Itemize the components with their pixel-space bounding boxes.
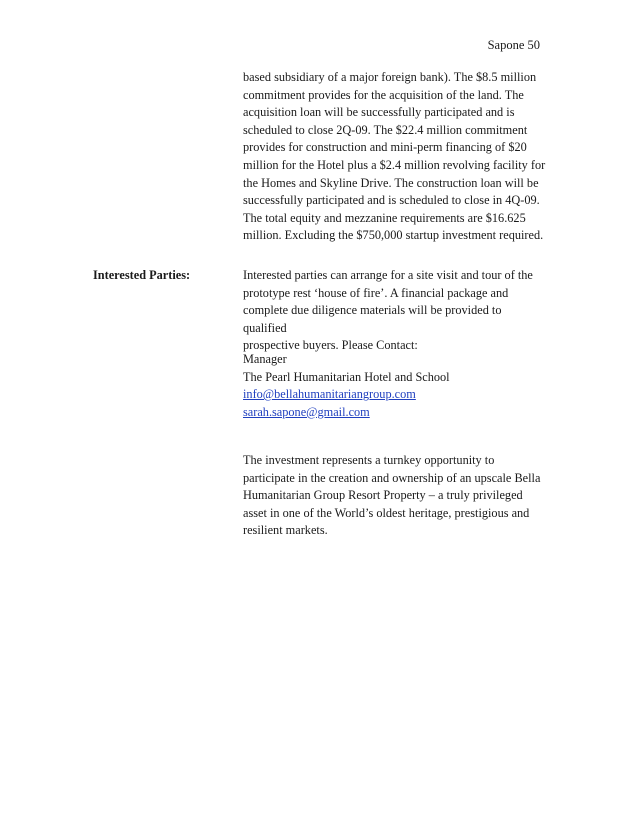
contact-title: Manager	[243, 352, 287, 366]
contact-organization: The Pearl Humanitarian Hotel and School	[243, 369, 450, 384]
text-line: acquisition loan will be successfully participated and is	[243, 105, 515, 120]
text-line: million for the Hotel plus a $2.4 million revolving facility for	[243, 157, 546, 172]
text-line: Interested parties can arrange for a site visit and tour of the	[243, 268, 533, 282]
closing-paragraph	[243, 452, 548, 540]
text-line: Humanitarian Group Resort Property – a truly privileged	[243, 488, 523, 503]
text-line: complete due diligence materials will be provided to qualified	[243, 303, 502, 335]
text-line: prospective buyers. Please Contact:	[243, 338, 418, 353]
text-line: The total equity and mezzanine requirements are $16.625	[243, 210, 526, 225]
interested-parties-label: Interested Parties:	[93, 268, 191, 282]
interested-parties-paragraph	[243, 267, 548, 355]
page-header: Sapone 50	[487, 38, 540, 52]
text-line: participate in the creation and ownership of an upscale Bella	[243, 470, 541, 485]
text-line: provides for construction and mini-perm financing of $20	[243, 140, 527, 155]
text-line: scheduled to close 2Q-09. The $22.4 million commitment	[243, 122, 528, 137]
text-line: The investment represents a turnkey opportunity to	[243, 453, 495, 467]
text-line: million. Excluding the $750,000 startup investment required.	[243, 228, 544, 243]
text-line: prototype rest ‘house of fire’. A financial package and	[243, 285, 509, 300]
text-line: asset in one of the World’s oldest heritage, prestigious and	[243, 505, 530, 520]
text-line: resilient markets.	[243, 523, 328, 538]
text-line: the Homes and Skyline Drive. The construction loan will be	[243, 175, 539, 190]
text-line: commitment provides for the acquisition of the land. The	[243, 87, 524, 102]
contact-block	[243, 351, 548, 421]
text-line: based subsidiary of a major foreign bank). The $8.5 million	[243, 70, 537, 84]
contact-email-link-personal[interactable]: sarah.sapone@gmail.com	[243, 404, 370, 419]
continuation-paragraph	[243, 69, 548, 245]
contact-email-link-info[interactable]: info@bellahumanitariangroup.com	[243, 387, 416, 402]
text-line: successfully participated and is scheduled to close in 4Q-09.	[243, 193, 540, 208]
